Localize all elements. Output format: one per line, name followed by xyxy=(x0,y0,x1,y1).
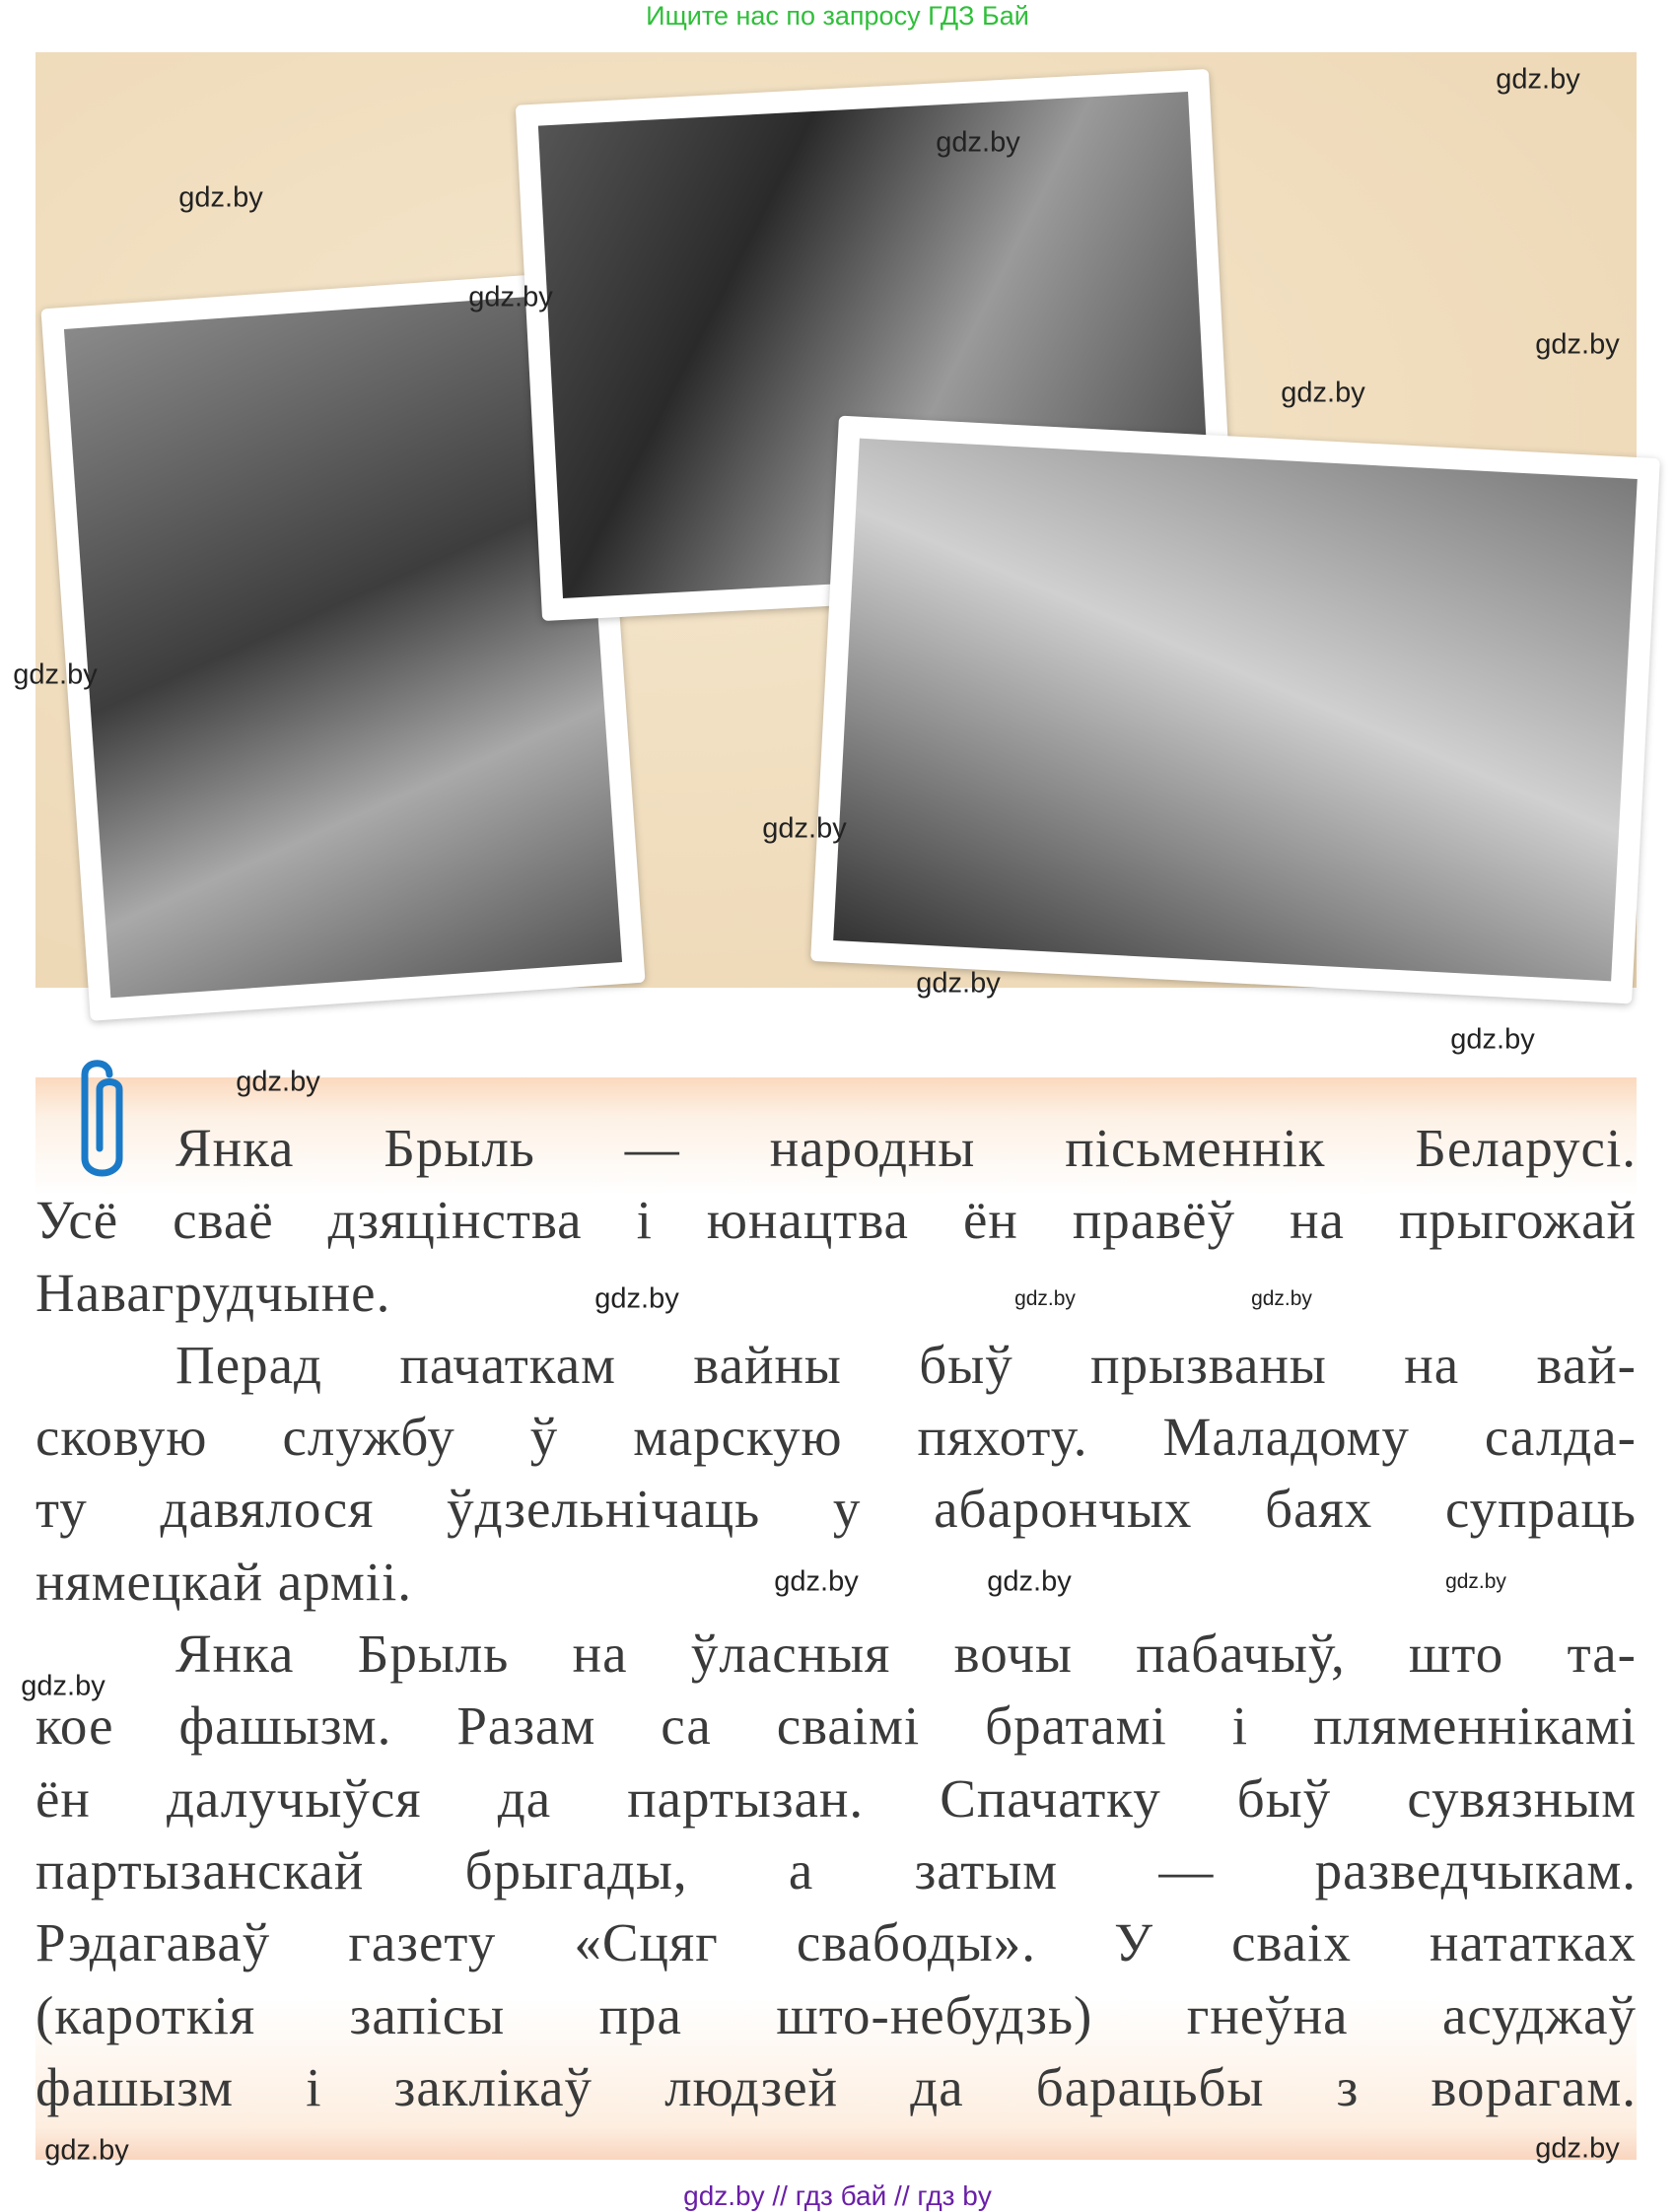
photo-girl-in-hospital xyxy=(810,416,1660,1004)
watermark: gdz.by xyxy=(13,658,98,691)
watermark: gdz.by xyxy=(21,1670,105,1702)
watermark: gdz.by xyxy=(916,967,1001,1000)
text-line: Рэдагаваў газету «Сцяг свабоды». У сваіх нататках xyxy=(35,1912,1637,1973)
text-line: фашызм і заклікаў людзей да барацьбы з ворагам. xyxy=(35,2056,1637,2117)
watermark: gdz.by xyxy=(1251,1287,1312,1310)
photo-collage xyxy=(35,52,1637,988)
watermark: gdz.by xyxy=(1496,63,1580,96)
text-line: нямецкай арміі. xyxy=(35,1551,413,1612)
watermark: gdz.by xyxy=(594,1282,679,1315)
watermark: gdz.by xyxy=(1445,1570,1506,1593)
watermark: gdz.by xyxy=(1014,1287,1076,1310)
watermark: gdz.by xyxy=(936,126,1020,159)
text-line: (кароткія запісы пра што-небудзь) гнеўна асуджаў xyxy=(35,1984,1637,2045)
text-line: сковую службу ў марскую пяхоту. Маладому салда- xyxy=(35,1407,1637,1468)
biography-text xyxy=(35,1112,1637,2123)
watermark: gdz.by xyxy=(236,1066,320,1098)
text-line: партызанскай брыгады, а затым — разведчыкам. xyxy=(35,1839,1637,1901)
text-line: Усё сваё дзяцінства і юнацтва ён правёў на прыгожай xyxy=(35,1190,1637,1251)
footer-links[interactable]: gdz.by // гдз бай // гдз by xyxy=(683,2180,992,2211)
text-line: Янка Брыль на ўласныя вочы пабачыў, што та- xyxy=(175,1624,1637,1685)
text-line: Навагрудчыне. xyxy=(35,1262,391,1323)
watermark: gdz.by xyxy=(774,1565,859,1598)
text-line: Янка Брыль — народны пісьменнік Беларусі. xyxy=(175,1118,1637,1178)
watermark: gdz.by xyxy=(178,181,263,214)
text-line: ён далучыўся да партызан. Спачатку быў сувязным xyxy=(35,1767,1637,1829)
text-line: кое фашызм. Разам са сваімі братамі і пляменнікамі xyxy=(35,1695,1637,1757)
watermark: gdz.by xyxy=(1535,2132,1620,2165)
text-line: ту давялося ўдзельнічаць у абарончых баях супраць xyxy=(35,1479,1637,1540)
watermark: gdz.by xyxy=(44,2134,129,2167)
text-line: Перад пачаткам вайны быў прызваны на вай- xyxy=(175,1334,1637,1395)
watermark: gdz.by xyxy=(1450,1023,1535,1056)
search-hint: Ищите нас по запросу ГДЗ Бай xyxy=(646,1,1029,31)
watermark: gdz.by xyxy=(987,1565,1072,1598)
watermark: gdz.by xyxy=(1281,377,1365,409)
watermark: gdz.by xyxy=(468,281,553,313)
watermark: gdz.by xyxy=(1535,328,1620,361)
watermark: gdz.by xyxy=(762,812,847,845)
